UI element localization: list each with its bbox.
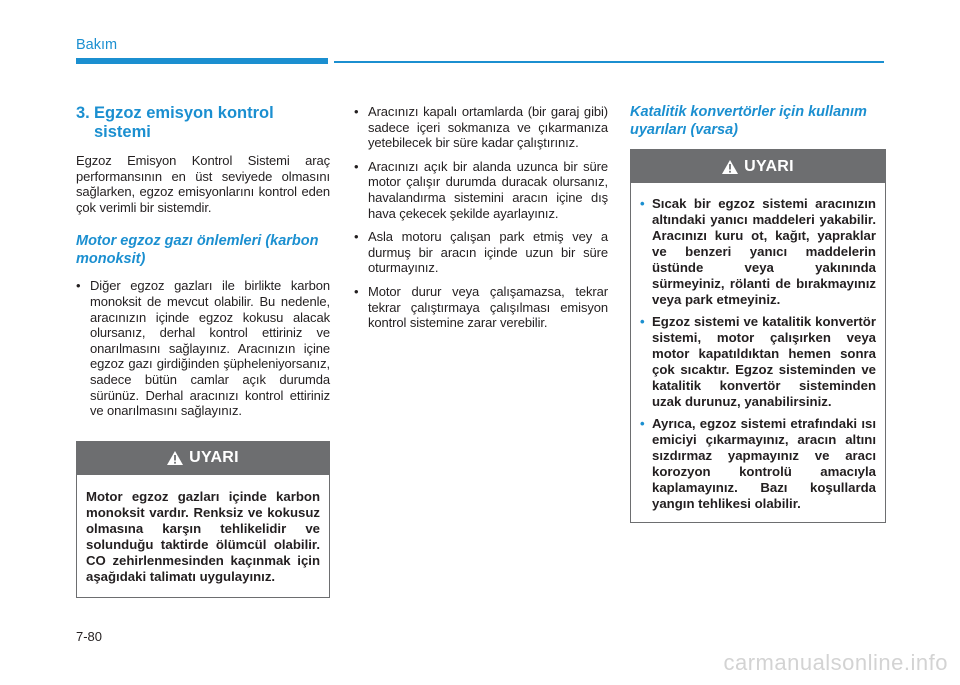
warning-body [77, 475, 329, 597]
bullet-dot: • [76, 278, 81, 294]
bullet-dot: • [640, 416, 645, 431]
list-item [76, 278, 330, 418]
list-item [640, 416, 876, 512]
list-item-text: Egzoz sistemi ve katalitik konvertör sistemi, motor çalışırken veya motor kapatıldıktan hemen sonra çok sıcaktır. Egzoz sisteminden ve katalitik konvertör sisteminden uzak durunuz, yanabilirsiniz. [652, 314, 876, 409]
list-item [354, 229, 608, 276]
bullet-dot: • [640, 314, 645, 329]
list-item-text: Sıcak bir egzoz sistemi aracınızın altındaki yanıcı maddeleri yakabilir. Aracınızı kuru ot, kağıt, yapraklar ve benzeri yanıcı maddelerin üstünde veya yakınında sürmeyiniz, rölanti de bırakmayınız veya park etmeyiniz. [652, 196, 876, 307]
warning-header [631, 150, 885, 183]
warning-label: UYARI [189, 449, 239, 467]
column-left [76, 104, 330, 598]
list-item-text: Aracınızı kapalı ortamlarda (bir garaj gibi) sadece içeri sokmanıza ve çıkarmanıza yetebilecek bir süre kadar çalıştırınız. [368, 104, 608, 151]
warning-header [77, 442, 329, 475]
list-item [640, 196, 876, 308]
column-right [630, 104, 886, 523]
header-rule-thick [76, 58, 328, 64]
warning-body [631, 183, 885, 522]
section-title [76, 104, 330, 142]
bullet-list [76, 278, 330, 418]
bullet-dot: • [354, 158, 359, 174]
subsection-title: Katalitik konvertörler için kullanım uyarıları (varsa) [630, 104, 867, 138]
page-number: 7-80 [76, 629, 103, 644]
warning-triangle-icon [722, 160, 738, 174]
list-item [354, 104, 608, 151]
bullet-dot: • [354, 104, 359, 119]
section-number: 3. [76, 104, 90, 122]
header-rule-thin [334, 61, 884, 63]
column-middle [354, 104, 608, 336]
list-item [640, 314, 876, 410]
list-item-text: Ayrıca, egzoz sistemi etrafındaki ısı emiciyi çıkarmayınız, aracın altını sızdırmaz yapmayınız ve aracı korozyon kontrolü amacıyla kaplamayınız. Bazı koşullarda yangın tehlikesi olabilir. [652, 416, 876, 511]
list-item-text: Asla motoru çalışan park etmiş vey a durmuş bir aracın içinde uzun bir süre oturmayınız. [368, 229, 608, 276]
list-item-text: Diğer egzoz gazları ile birlikte karbon monoksit de mevcut olabilir. Bu nedenle, aracınızın içinde egzoz kokusu alacak olursanız, derhal kontrol ettiriniz ve onarılmasını sağlayınız. Aracınızın içine egzoz gazı girdiğinden şüpheleniyorsanız, sadece bütün camlar açık durumda sürünüz. Derhal aracınızı kontrol ettiriniz ve onarılmasını sağlayınız. [90, 278, 330, 419]
warning-box [76, 441, 330, 598]
intro-paragraph: Egzoz Emisyon Kontrol Sistemi araç performansının en üst seviyede olmasını sağlarken, egzoz emisyonlarını kontrol eden çok verimli bir sistemdir. [76, 153, 330, 215]
list-item [354, 159, 608, 221]
warning-triangle-icon [167, 451, 183, 465]
warning-box [630, 149, 886, 523]
warning-text: Motor egzoz gazları içinde karbon monoksit vardır. Renksiz ve kokusuz olmasına karşın tehlikelidir ve solunduğu taktirde ölümcül olabilir. CO zehirlenmesinden kaçınmak için aşağıdaki talimatı uygulayınız. [86, 488, 320, 584]
bullet-dot: • [354, 283, 359, 299]
bullet-list [354, 104, 608, 331]
warning-label: UYARI [744, 157, 794, 175]
section-title-text: Egzoz emisyon kontrol sistemi [94, 104, 274, 141]
list-item-text: Motor durur veya çalışamazsa, tekrar tekrar çalıştırmaya çalışılması emisyon kontrol sistemine zarar verebilir. [368, 283, 608, 331]
bullet-dot: • [640, 196, 645, 211]
list-item [354, 284, 608, 331]
warning-bullet-list [640, 196, 876, 512]
bullet-dot: • [354, 229, 359, 245]
watermark: carmanualsonline.info [723, 650, 948, 675]
subsection-title: Motor egzoz gazı önlemleri (karbon monoksit) [76, 233, 319, 267]
section-label: Bakım [76, 37, 118, 53]
list-item-text: Aracınızı açık bir alanda uzunca bir süre motor çalışır durumda duracak olursanız, havalandırma sistemini aracın içine dış hava çekecek şekilde ayarlayınız. [368, 158, 608, 221]
